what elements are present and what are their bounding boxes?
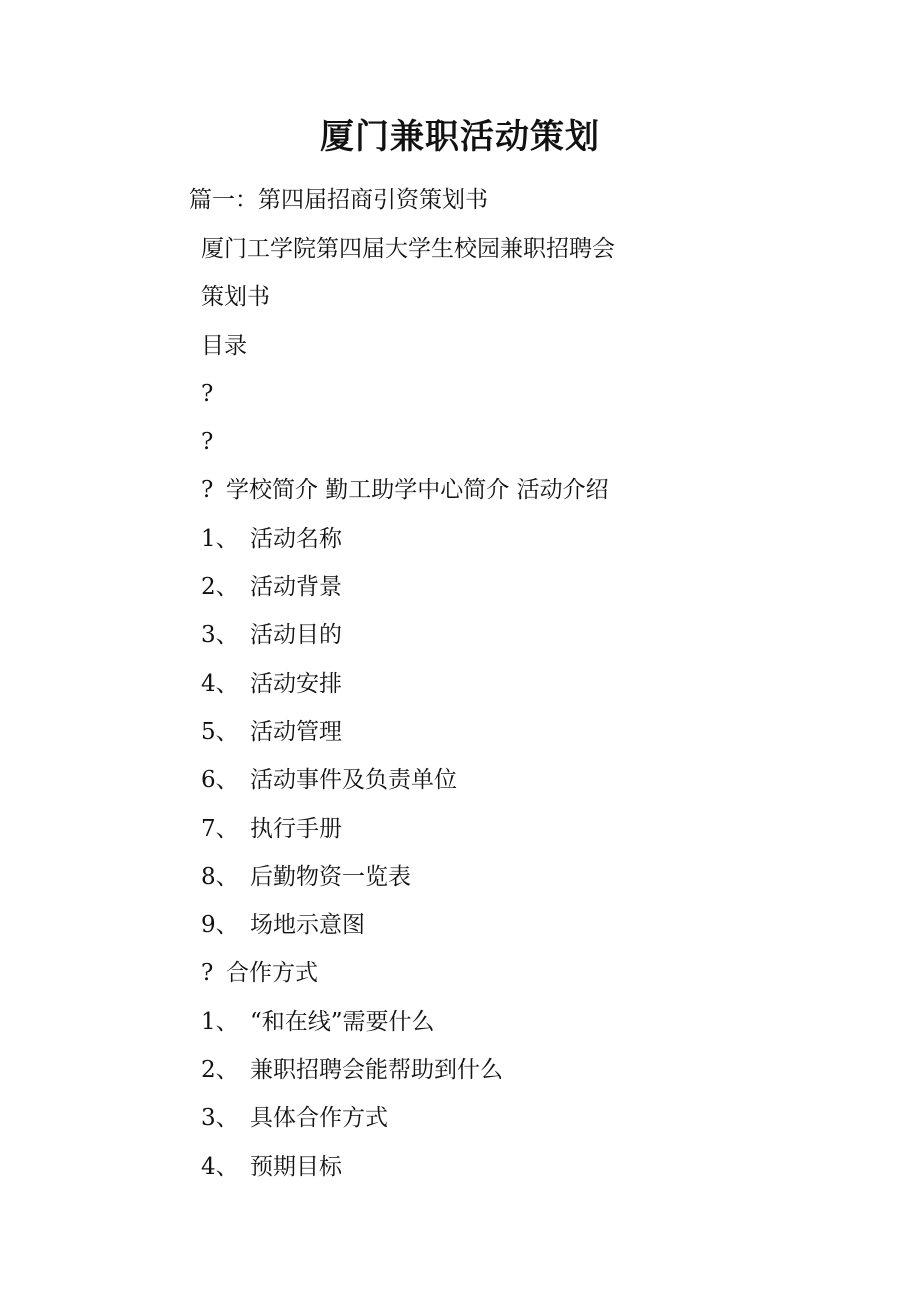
item-number: 3、 (201, 622, 239, 649)
bullet-marker: ? (201, 960, 214, 987)
item-number: 1、 (201, 525, 239, 552)
item-text: 具体合作方式 (250, 1105, 388, 1132)
item-number: 5、 (201, 718, 239, 745)
item-number: 3、 (201, 1105, 239, 1132)
group-one-label-text: 学校简介 勤工助学中心简介 活动介绍 (226, 477, 609, 504)
bullet-line: ? (201, 380, 214, 407)
item-number: 2、 (201, 1057, 239, 1084)
document-title: 厦门兼职活动策划 (320, 117, 600, 157)
item-number: 9、 (201, 912, 239, 939)
item-text: 活动目的 (250, 622, 342, 649)
item-number: 8、 (201, 863, 239, 890)
item-text: “和在线”需要什么 (250, 1008, 435, 1035)
item-text: 活动安排 (250, 670, 342, 697)
subtitle-line-1: 厦门工学院第四届大学生校园兼职招聘会 (201, 236, 615, 262)
item-text: 后勤物资一览表 (250, 863, 411, 890)
list-item (201, 758, 615, 806)
item-text: 场地示意图 (250, 912, 365, 939)
item-number: 6、 (201, 767, 239, 794)
list-item (201, 1048, 615, 1096)
list-item (201, 517, 615, 565)
list-item (201, 1000, 615, 1048)
list-item (201, 613, 615, 661)
subtitle-line-2: 策划书 (201, 284, 270, 311)
item-text: 活动名称 (250, 525, 342, 552)
group-two-label (201, 951, 615, 999)
bullet-marker: ? (201, 477, 214, 504)
item-text: 执行手册 (250, 815, 342, 842)
item-text: 预期目标 (250, 1153, 342, 1180)
item-text: 活动事件及负责单位 (250, 767, 457, 794)
item-number: 4、 (201, 670, 239, 697)
item-text: 活动管理 (250, 718, 342, 745)
list-item (201, 710, 615, 758)
bullet-line: ? (201, 429, 214, 456)
group-one-label (201, 468, 615, 516)
section-heading: 篇一：第四届招商引资策划书 (189, 187, 488, 213)
item-number: 4、 (201, 1153, 239, 1180)
list-item (201, 855, 615, 903)
list-item (201, 807, 615, 855)
item-text: 兼职招聘会能帮助到什么 (250, 1057, 503, 1084)
group-two-label-text: 合作方式 (226, 960, 318, 987)
item-text: 活动背景 (250, 574, 342, 601)
table-of-contents (201, 227, 615, 1193)
list-item (201, 662, 615, 710)
list-item (201, 1145, 615, 1193)
list-item (201, 1096, 615, 1144)
item-number: 1、 (201, 1008, 239, 1035)
toc-heading: 目录 (201, 332, 247, 359)
list-item (201, 565, 615, 613)
list-item (201, 903, 615, 951)
item-number: 7、 (201, 815, 239, 842)
item-number: 2、 (201, 574, 239, 601)
